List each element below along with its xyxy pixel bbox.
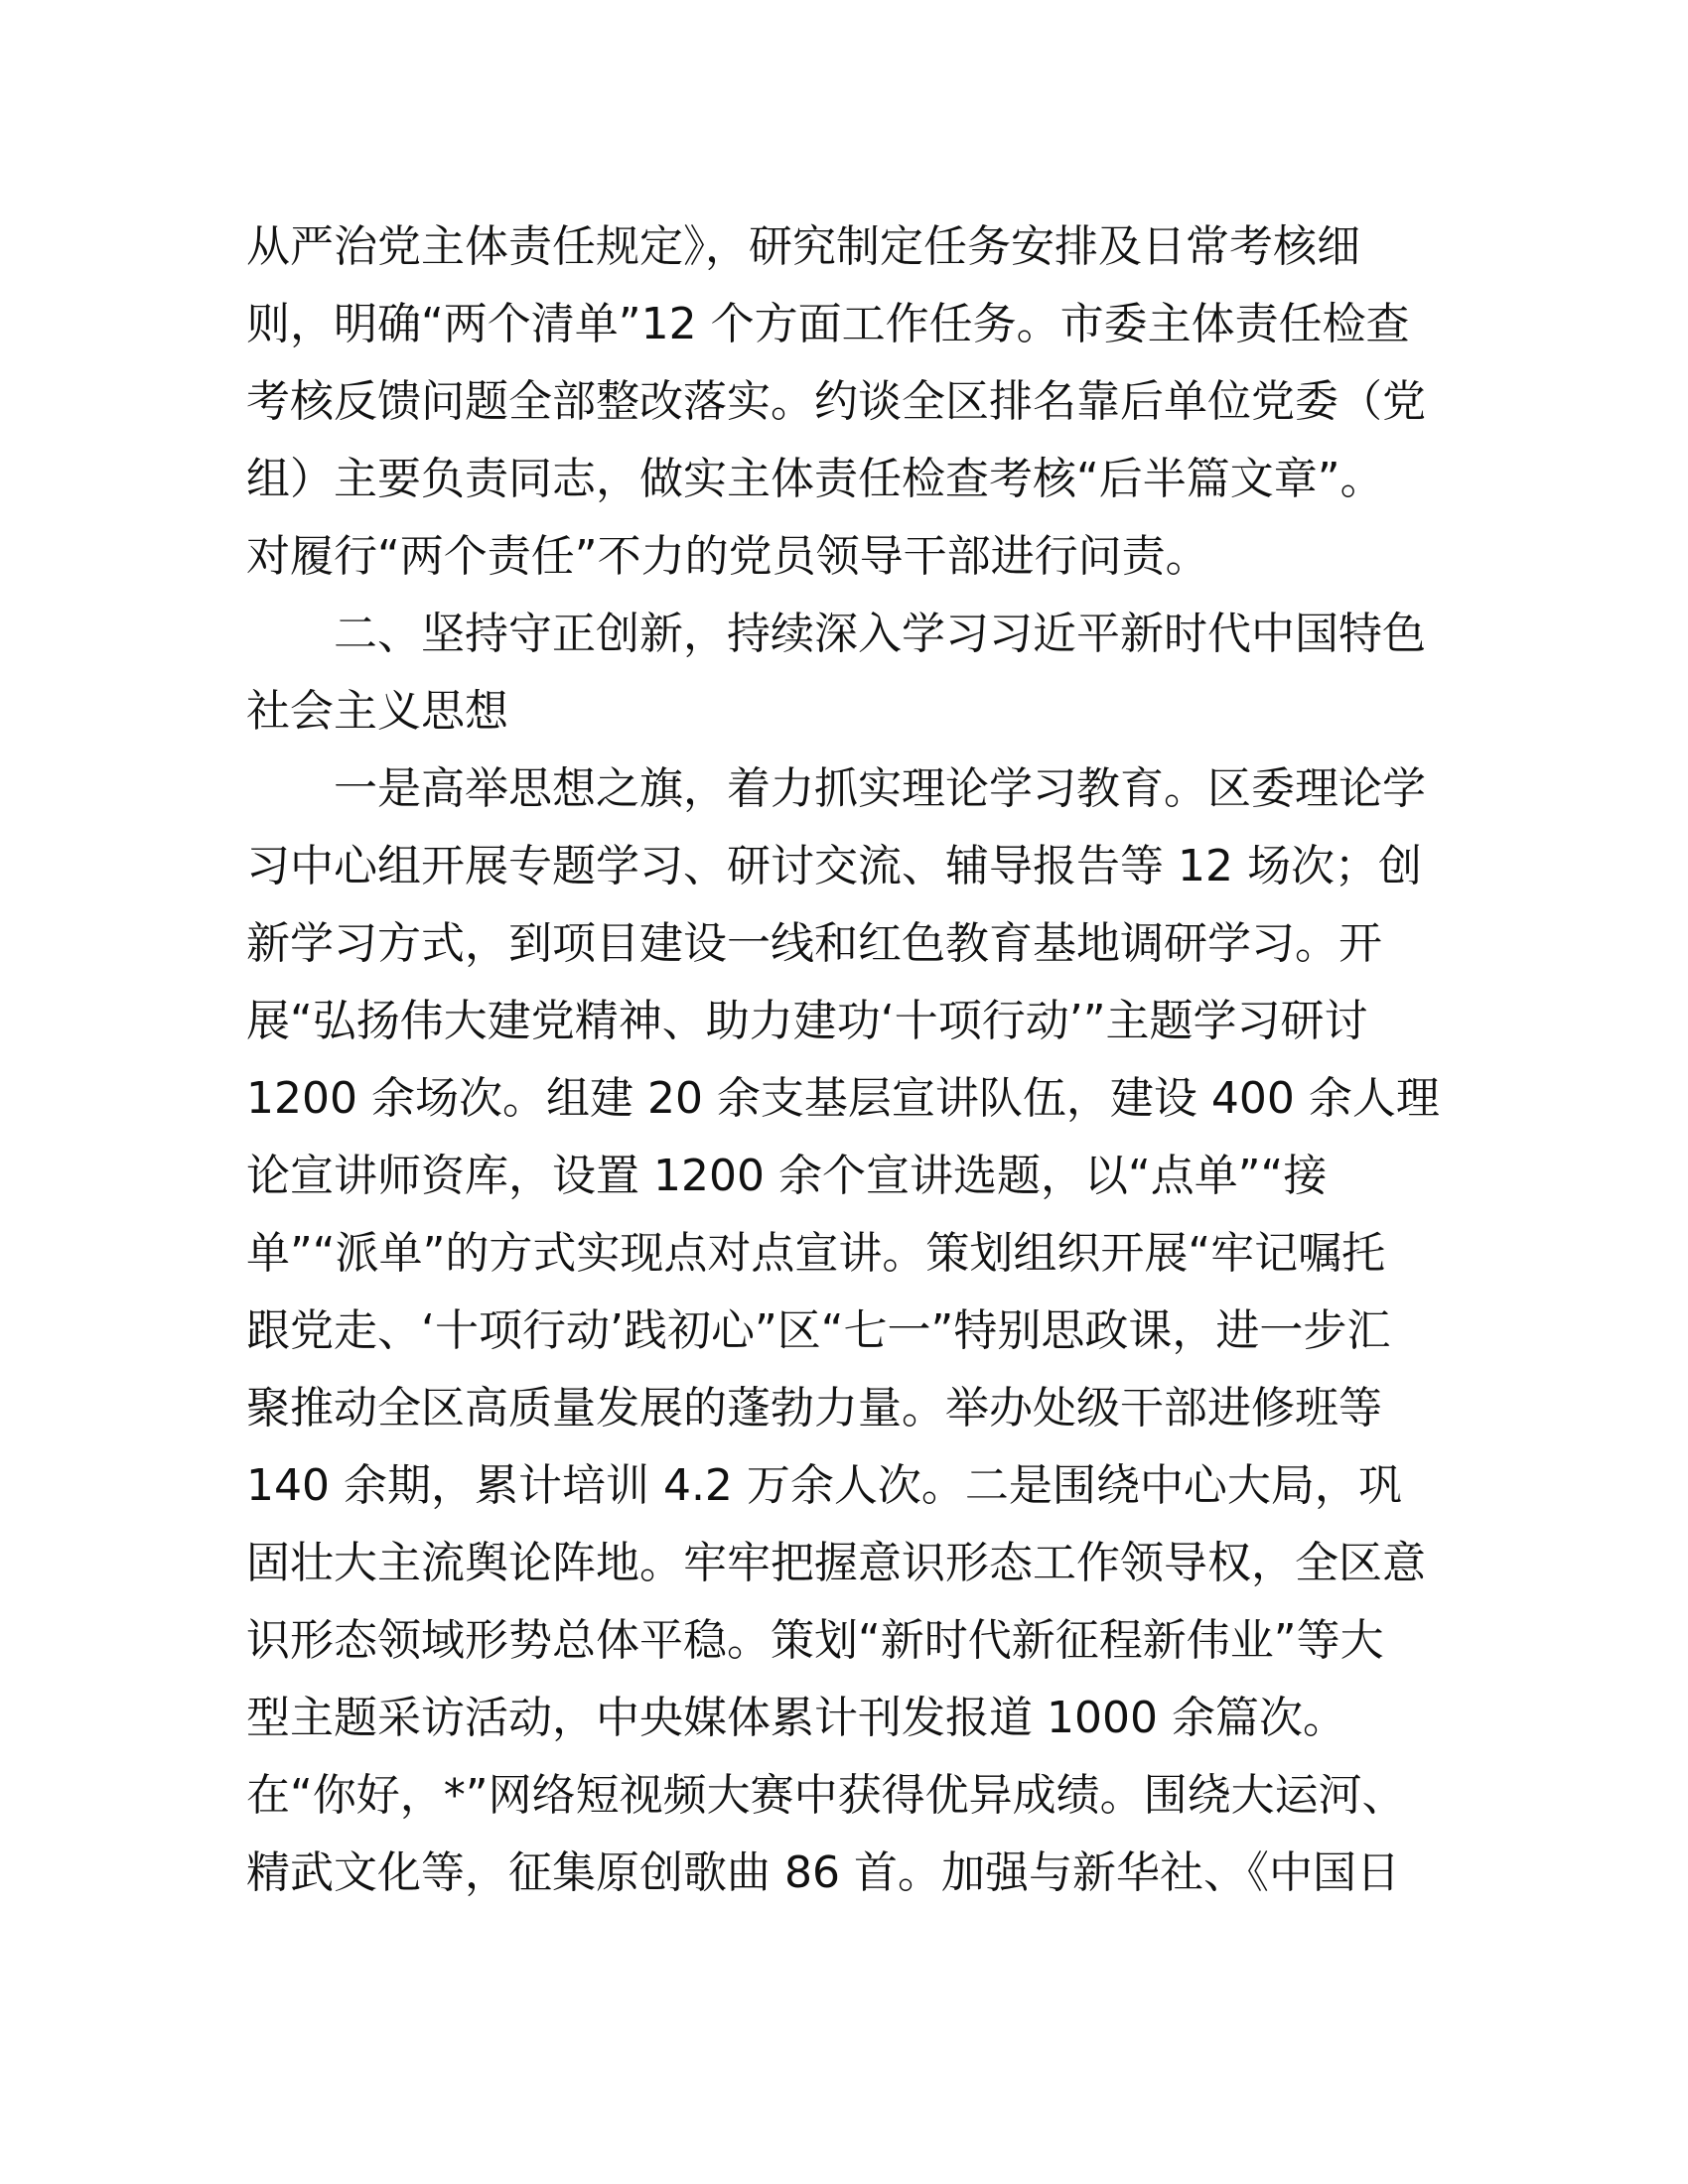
heading-line: 二、坚持守正创新，持续深入学习习近平新时代中国特色 (334, 609, 1426, 659)
text-line: 则，明确“两个清单”12 个方面工作任务。市委主体责任检查 (246, 299, 1410, 349)
text-line: 精武文化等，征集原创歌曲 86 首。加强与新华社、《中国日 (246, 1847, 1400, 1898)
document-body (246, 208, 1438, 1912)
text-line: 论宣讲师资库，设置 1200 余个宣讲选题，以“点单”“接 (246, 1151, 1328, 1201)
text-line: 聚推动全区高质量发展的蓬勃力量。举办处级干部进修班等 (246, 1383, 1382, 1433)
text-line: 对履行“两个责任”不力的党员领导干部进行问责。 (246, 531, 1209, 582)
text-line: 单”“派单”的方式实现点对点宣讲。策划组织开展“牢记嘱托 (246, 1228, 1386, 1279)
text-line: 固壮大主流舆论阵地。牢牢把握意识形态工作领导权，全区意 (246, 1538, 1426, 1588)
text-line: 一是高举思想之旗，着力抓实理论学习教育。区委理论学 (334, 763, 1426, 814)
paragraph-theory-study (246, 751, 1438, 1912)
text-line: 跟党走、‘十项行动’践初心”区“七一”特别思政课，进一步汇 (246, 1305, 1391, 1356)
text-line: 140 余期，累计培训 4.2 万余人次。二是围绕中心大局，巩 (246, 1460, 1402, 1511)
text-line: 从严治党主体责任规定》，研究制定任务安排及日常考核细 (246, 221, 1360, 272)
text-line: 1200 余场次。组建 20 余支基层宣讲队伍，建设 400 余人理 (246, 1073, 1440, 1124)
text-line: 组）主要负责同志，做实主体责任检查考核“后半篇文章”。 (246, 454, 1384, 504)
text-line: 新学习方式，到项目建设一线和红色教育基地调研学习。开 (246, 918, 1382, 969)
text-line: 考核反馈问题全部整改落实。约谈全区排名靠后单位党委（党 (246, 376, 1426, 427)
section-heading (246, 596, 1438, 751)
text-line: 在“你好，*”网络短视频大赛中获得优异成绩。围绕大运河、 (246, 1770, 1406, 1821)
heading-line: 社会主义思想 (246, 686, 508, 737)
text-line: 识形态领域形势总体平稳。策划“新时代新征程新伟业”等大 (246, 1615, 1384, 1666)
text-line: 展“弘扬伟大建党精神、助力建功‘十项行动’”主题学习研讨 (246, 996, 1368, 1046)
text-line: 型主题采访活动，中央媒体累计刊发报道 1000 余篇次。 (246, 1693, 1346, 1743)
paragraph-responsibility (246, 208, 1438, 596)
text-line: 习中心组开展专题学习、研讨交流、辅导报告等 12 场次；创 (246, 841, 1422, 891)
